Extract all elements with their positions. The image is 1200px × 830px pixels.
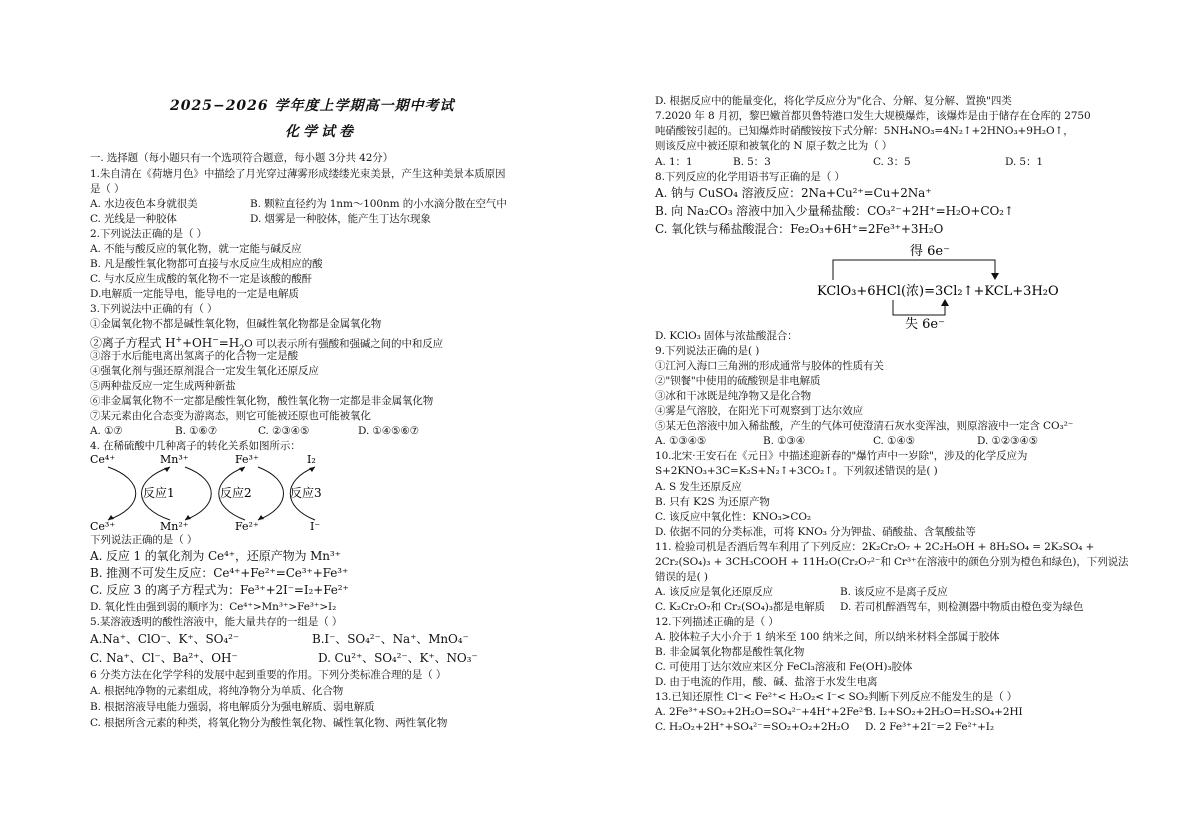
q1-option-b: B. 颗粒直径约为 1nm～100nm 的小水滴分散在空气中 <box>250 198 507 210</box>
q4-option-d: D. 氧化性由强到弱的顺序为：Ce⁴⁺>Mn³⁺>Fe³⁺>I₂ <box>90 601 337 613</box>
q10-option-c: C. 该反应中氧化性：KNO₃>CO₂ <box>655 511 811 523</box>
q7-option-a: A. 1：1 <box>655 156 693 168</box>
redox-equation: KClO₃+6HCl(浓)=3Cl₂↑+KCL+3H₂O <box>817 284 1059 299</box>
q9-option-d: D. ①②③④⑤ <box>977 435 1038 447</box>
diagram-ion: Ce⁴⁺ <box>90 453 116 466</box>
q10-option-d: D. 依据不同的分类标准，可将 KNO₃ 分为钾盐、硝酸盐、含氧酸盐等 <box>655 526 976 538</box>
q2-option-b: B. 凡是酸性氧化物都可直接与水反应生成相应的酸 <box>90 258 323 270</box>
q9-stem: 9.下列说法正确的是( ) <box>655 345 760 357</box>
reaction-arc <box>258 467 284 520</box>
q1-option-a: A. 水边夜色本身就很美 <box>90 198 198 210</box>
loss-bracket <box>893 300 945 315</box>
q3-statement-3: ③溶于水后能电离出氢离子的化合物一定是酸 <box>90 350 298 362</box>
q2-stem: 2.下列说法正确的是（ ） <box>90 228 208 240</box>
q3-option-a: A. ①⑦ <box>90 425 123 437</box>
q3-statement-6: ⑥非金属氧化物不一定都是酸性氧化物，酸性氧化物一定都是非金属氧化物 <box>90 395 434 407</box>
q2-option-a: A. 不能与酸反应的氧化物，就一定能与碱反应 <box>90 243 302 255</box>
q7-question: 则该反应中被还原和被氧化的 N 原子数之比为（ ） <box>655 140 893 152</box>
q7-option-c: C. 3：5 <box>873 156 911 168</box>
q10-option-a: A. S 发生还原反应 <box>655 481 742 493</box>
reaction-arc <box>108 467 136 520</box>
q6-option-d: D. 根据反应中的能量变化，将化学反应分为"化合、分解、复分解、置换"四类 <box>655 95 1012 107</box>
q13-option-d: D. 2 Fe³⁺+2I⁻=2 Fe²⁺+I₂ <box>865 721 994 733</box>
reaction-label: 反应2 <box>220 486 252 500</box>
q11-option-d: D. 若司机醉酒驾车，则检测器中物质由橙色变为绿色 <box>840 601 1084 613</box>
q12-option-c: C. 可使用丁达尔效应来区分 FeCl₃溶液和 Fe(OH)₃胶体 <box>655 661 913 673</box>
q13-stem: 13.已知还原性 Cl⁻< Fe²⁺< H₂O₂< I⁻< SO₂判断下列反应不能发生的是（ ） <box>655 691 1018 703</box>
reaction-label: 反应3 <box>290 486 322 500</box>
q7-stem: 7.2020 年 8 月初，黎巴嫩首都贝鲁特港口发生大规模爆炸，该爆炸是由于储存在仓库的 2750 <box>655 110 1091 122</box>
q3-statement-1: ①金属氧化物不都是碱性氧化物，但碱性氧化物都是金属氧化物 <box>90 318 382 330</box>
q9-statement-4: ④雾是气溶胶，在阳光下可观察到丁达尔效应 <box>655 405 863 417</box>
q3-option-c: C. ②③④⑤ <box>258 425 310 437</box>
q11-option-c: C. K₂Cr₂O₇和 Cr₂(SO₄)₃都是电解质 <box>655 601 825 613</box>
q2-option-c: C. 与水反应生成酸的氧化物不一定是该酸的酸酐 <box>90 273 313 285</box>
q6-stem: 6 分类方法在化学学科的发展中起到重要的作用。下列分类标准合理的是（ ） <box>90 669 447 681</box>
q1-option-c: C. 光线是一种胶体 <box>90 213 177 225</box>
q4-option-a: A. 反应 1 的氧化剂为 Ce⁴⁺，还原产物为 Mn³⁺ <box>90 549 341 563</box>
electron-gain-label: 得 6e⁻ <box>910 244 950 259</box>
q12-option-a: A. 胶体粒子大小介于 1 纳米至 100 纳米之间，所以纳米材料全部属于胶体 <box>655 631 1000 643</box>
q10-option-b: B. 只有 K2S 为还原产物 <box>655 496 770 508</box>
q7-option-d: D. 5：1 <box>1005 156 1043 168</box>
q12-option-d: D. 由于电流的作用，酸、碱、盐溶于水发生电离 <box>655 676 878 688</box>
exam-title: 2025−2026 学年度上学期高一期中考试 <box>170 98 455 114</box>
gain-bracket <box>833 260 995 280</box>
q3-statement-5: ⑤两种盐反应一定生成两种新盐 <box>90 380 236 392</box>
q3-statement-4: ④强氧化剂与强还原剂混合一定发生氧化还原反应 <box>90 365 319 377</box>
diagram-ion: Fe³⁺ <box>235 453 259 466</box>
diagram-ion: Ce³⁺ <box>90 520 116 533</box>
q4-option-c: C. 反应 3 的离子方程式为：Fe³⁺+2I⁻=I₂+Fe²⁺ <box>90 583 349 597</box>
q4-question: 下列说法正确的是（ ） <box>90 534 198 546</box>
q6-option-c: C. 根据所含元素的种类，将氧化物分为酸性氧化物、碱性氧化物、两性氧化物 <box>90 717 448 729</box>
q8-option-b: B. 向 Na₂CO₃ 溶液中加入少量稀盐酸：CO₃²⁻+2H⁺=H₂O+CO₂↑ <box>655 204 1014 218</box>
q3-statement-2: ②离子方程式 $H^++OH^-=H_2O$ 可以表示所有强酸和强碱之间的中和反应 <box>90 335 444 353</box>
q5-option-a: A.Na⁺、ClO⁻、K⁺、SO₄²⁻ <box>90 632 240 646</box>
q10-equation: S+2KNO₃+3C=K₂S+N₂↑+3CO₂↑。下列叙述错误的是( ) <box>655 465 938 477</box>
q5-option-b: B.I⁻、SO₄²⁻、Na⁺、MnO₄⁻ <box>312 632 469 646</box>
diagram-ion: Mn²⁺ <box>160 520 189 533</box>
q5-option-d: D. Cu²⁺、SO₄²⁻、K⁺、NO₃⁻ <box>318 651 478 665</box>
q13-option-c: C. H₂O₂+2H⁺+SO₄²⁻=SO₂+O₂+2H₂O <box>655 721 850 733</box>
q9-option-b: B. ①③④ <box>763 435 806 447</box>
reaction-arc <box>185 467 211 520</box>
q3-option-d: D. ①④⑤⑥⑦ <box>358 425 419 437</box>
q11-option-a: A. 该反应是氧化还原反应 <box>655 586 773 598</box>
q4-option-b: B. 推测不可发生反应：Ce⁴⁺+Fe²⁺=Ce³⁺+Fe³⁺ <box>90 566 349 580</box>
q9-option-a: A. ①③④⑤ <box>655 435 707 447</box>
q8-stem: 8.下列反应的化学用语书写正确的是（ ） <box>655 171 845 183</box>
diagram-ion: Fe²⁺ <box>235 520 259 533</box>
q11-question: 错误的是( ) <box>655 571 708 583</box>
q11-stem-cont: 2Cr₂(SO₄)₃ + 3CH₃COOH + 11H₂O(Cr₂O₇²⁻和 Cr³⁺在溶液中的颜色分别为橙色和绿色)，下列说法 <box>655 556 1129 568</box>
q3-statement-7: ⑦某元素由化合态变为游离态，则它可能被还原也可能被氧化 <box>90 410 371 422</box>
diagram-ion: I₂ <box>307 453 316 466</box>
q5-option-c: C. Na⁺、Cl⁻、Ba²⁺、OH⁻ <box>90 651 238 665</box>
q2-option-d: D.电解质一定能导电，能导电的一定是电解质 <box>90 288 299 300</box>
q1-stem: 1.朱自清在《荷塘月色》中描绘了月光穿过薄雾形成缕缕光束美景，产生这种美景本质原因 <box>90 168 506 180</box>
q11-option-b: B. 该反应不是离子反应 <box>840 586 948 598</box>
q12-option-b: B. 非金属氧化物都是酸性氧化物 <box>655 646 805 658</box>
q9-option-c: C. ①④⑤ <box>873 435 915 447</box>
q10-stem: 10.北宋·王安石在《元日》中描述迎新春的"爆竹声中一岁除"，涉及的化学反应为 <box>655 450 1028 462</box>
q7-option-b: B. 5：3 <box>733 156 771 168</box>
q8-option-d: D. KClO₃ 固体与浓盐酸混合： <box>655 330 798 342</box>
q9-statement-1: ①江河入海口三角洲的形成通常与胶体的性质有关 <box>655 360 884 372</box>
arrowhead <box>991 273 999 280</box>
q13-option-b: B. I₂+SO₂+2H₂O=H₂SO₄+2HI <box>865 706 1023 718</box>
arrowhead <box>164 467 170 472</box>
q13-option-a: A. 2Fe³⁺+SO₂+2H₂O=SO₄²⁻+4H⁺+2Fe²⁺ <box>655 706 869 718</box>
q1-stem-cont: 是（ ） <box>90 183 125 195</box>
section-heading: 一. 选择题（每小题只有一个选项符合题意，每小题 3分共 42分） <box>90 152 394 164</box>
diagram-ion: I⁻ <box>310 520 321 533</box>
q4-stem: 4. 在稀硫酸中几种离子的转化关系如图所示： <box>90 440 301 452</box>
q3-option-b: B. ①⑥⑦ <box>175 425 218 437</box>
q9-statement-2: ②"钡餐"中使用的硫酸钡是非电解质 <box>655 375 821 387</box>
q7-stem-cont: 吨硝酸铵引起的。已知爆炸时硝酸铵按下式分解：5NH₄NO₃=4N₂↑+2HNO₃+9H₂O↑， <box>655 125 1074 137</box>
diagram-ion: Mn³⁺ <box>160 453 189 466</box>
q9-statement-3: ③冰和干冰既是纯净物又是化合物 <box>655 390 811 402</box>
q6-option-b: B. 根据溶液导电能力强弱，将电解质分为强电解质、弱电解质 <box>90 701 375 713</box>
electron-transfer-diagram <box>805 240 1075 330</box>
reaction-label: 反应1 <box>143 486 175 500</box>
electron-loss-label: 失 6e⁻ <box>905 317 945 330</box>
q11-stem: 11. 检验司机是否酒后驾车利用了下列反应：2K₂Cr₂O₇ + 2C₂H₅OH + 8H₂SO₄ = 2K₂SO₄ + <box>655 541 1095 553</box>
q12-stem: 12.下列描述正确的是（ ） <box>655 616 779 628</box>
q6-option-a: A. 根据纯净物的元素组成，将纯净物分为单质、化合物 <box>90 685 344 697</box>
q8-option-c: C. 氧化铁与稀盐酸混合：Fe₂O₃+6H⁺=2Fe³⁺+3H₂O <box>655 222 944 236</box>
q1-option-d: D. 烟雾是一种胶体，能产生丁达尔现象 <box>250 213 431 225</box>
ion-conversion-diagram <box>90 452 340 534</box>
exam-subtitle: 化学试卷 <box>285 124 357 140</box>
q9-statement-5: ⑤某无色溶液中加入稀盐酸，产生的气体可使澄清石灰水变浑浊，则原溶液中一定含 CO₃²⁻ <box>655 420 1074 432</box>
q5-stem: 5.某溶液透明的酸性溶液中，能大量共存的一组是（ ） <box>90 616 343 628</box>
q8-option-a: A. 钠与 CuSO₄ 溶液反应：2Na+Cu²⁺=Cu+2Na⁺ <box>655 186 932 200</box>
q3-stem: 3.下列说法中正确的有（ ） <box>90 303 218 315</box>
arrowhead <box>941 299 949 306</box>
